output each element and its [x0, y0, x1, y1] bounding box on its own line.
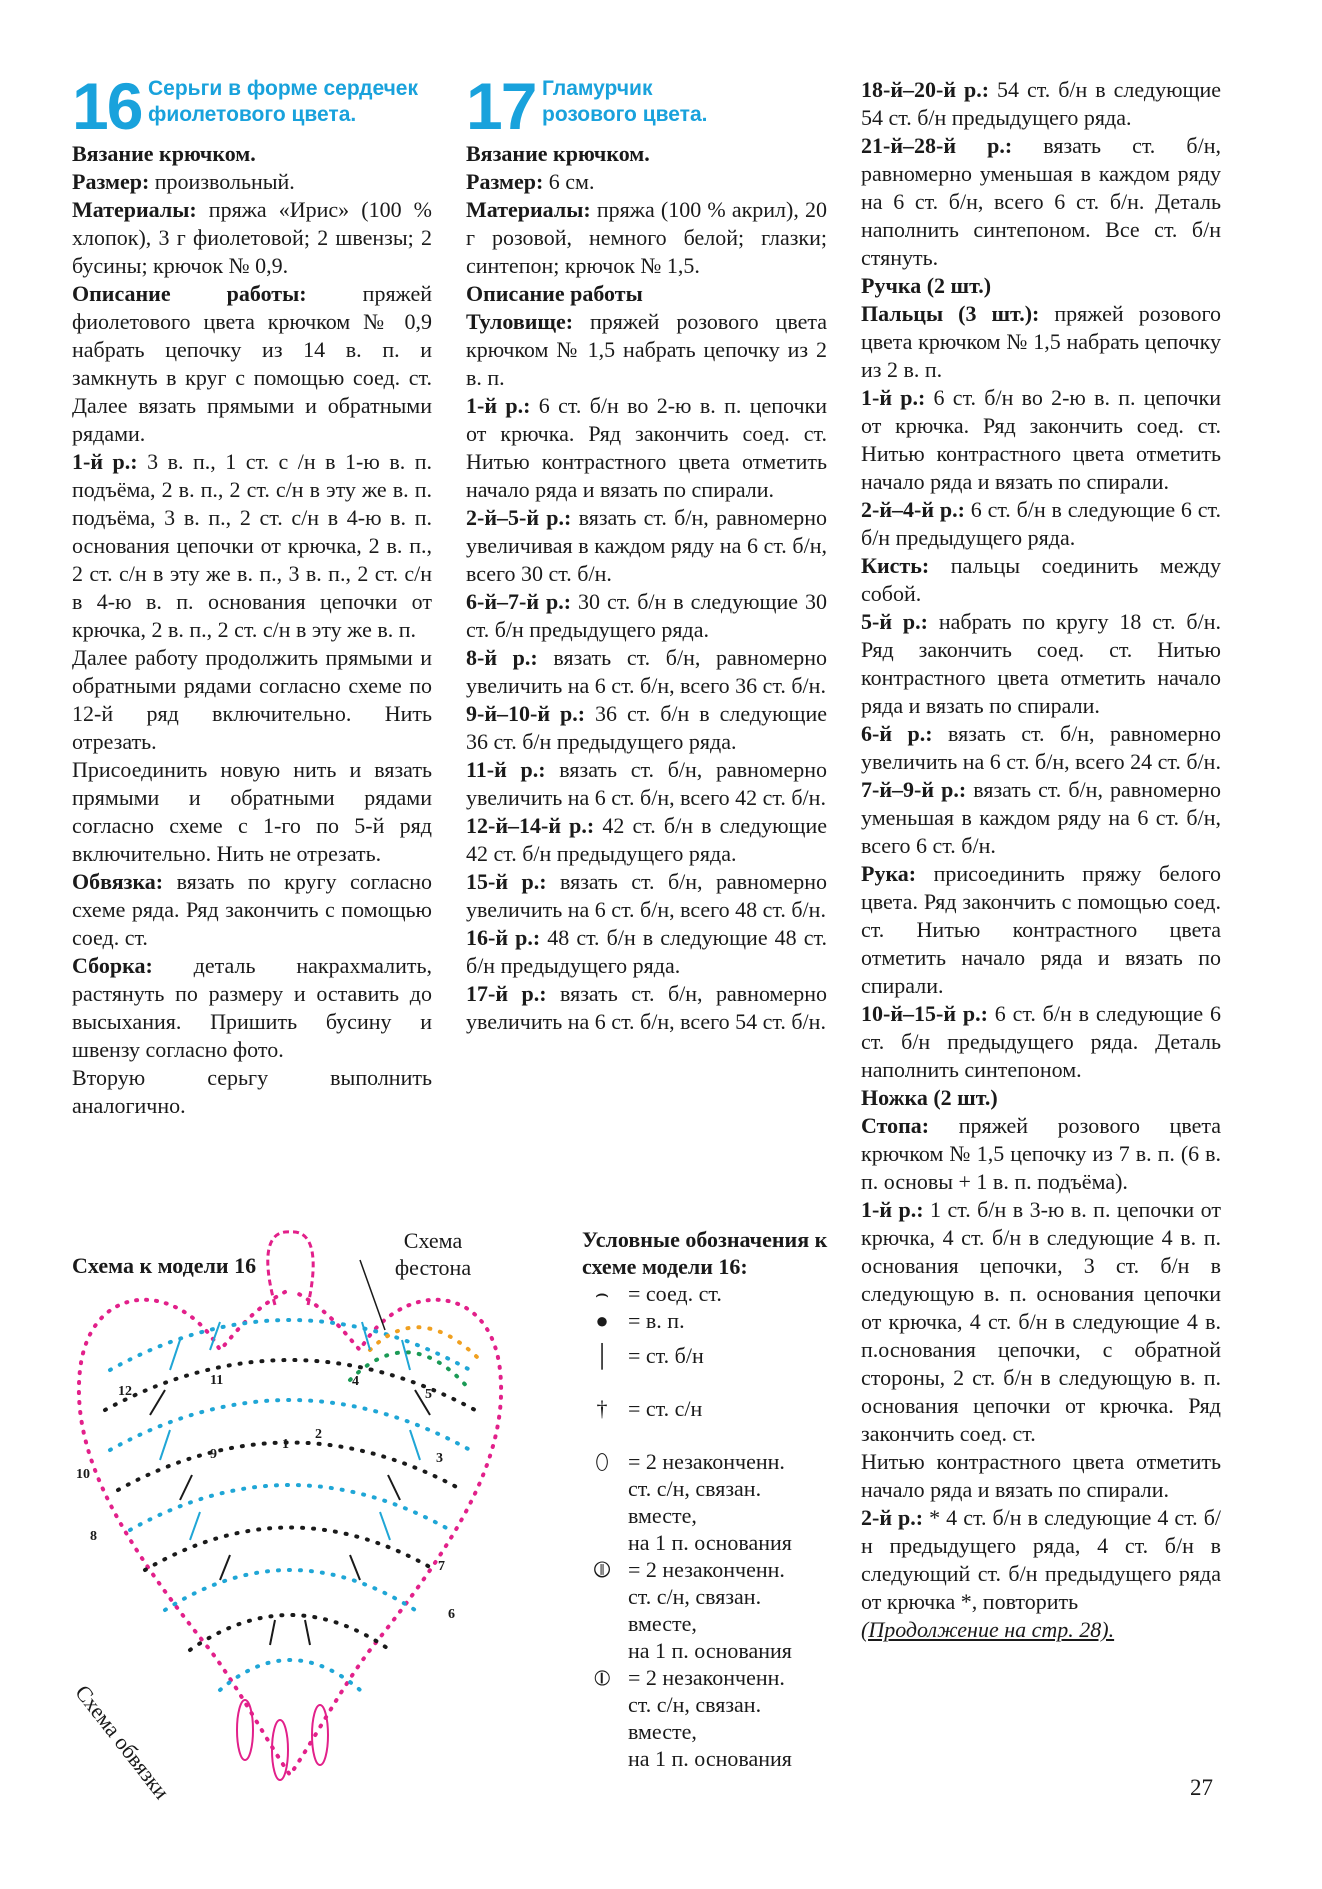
row-instruction: 1-й р.: 6 ст. б/н во 2-ю в. п. цепочки от крючка. Ряд закончить соед. ст. Нитью контрастного цвета отметить начало ряда и вязать по спирали. — [861, 385, 1221, 494]
row-arc — [110, 1320, 470, 1370]
materials: Материалы: пряжа «Ирис» (100 % хлопок), 3 г фиолетовой; 2 швензы; 2 бусины; крючок № 0,9. — [72, 197, 432, 278]
continuation-column — [861, 76, 1221, 1644]
legend — [582, 1226, 832, 1772]
leg-heading: Ножка (2 шт.) — [861, 1085, 998, 1110]
continued-link[interactable]: (Продолжение на стр. 28). — [861, 1617, 1115, 1642]
row-number: 4 — [352, 1374, 359, 1389]
row-instruction: 21-й–28-й р.: вязать ст. б/н, равномерно уменьшая в каждом ряду на 6 ст. б/н, всего 6 ст. б/н. Деталь наполнить синтепоном. Все ст. б/н стянуть. — [861, 133, 1221, 270]
row-instruction: 1-й р.: 6 ст. б/н во 2-ю в. п. цепочки от крючка. Ряд закончить соед. ст. Нитью контрастного цвета отметить начало ряда и вязать по спирали. — [466, 393, 827, 502]
row-instruction: 2-й–5-й р.: вязать ст. б/н, равномерно увеличивая в каждом ряду на 6 ст. б/н, всего 30 ст. б/н. — [466, 505, 827, 586]
row-arc — [145, 1528, 435, 1571]
edging-scheme-label: Схема обвязки — [70, 1680, 175, 1804]
row-instruction: 17-й р.: вязать ст. б/н, равномерно увеличить на 6 ст. б/н, всего 54 ст. б/н. — [466, 981, 827, 1034]
row-instruction: 6-й р.: вязать ст. б/н, равномерно увеличить на 6 ст. б/н, всего 24 ст. б/н. — [861, 721, 1221, 774]
row-instruction: 2-й–4-й р.: 6 ст. б/н в следующие 6 ст. б/н предыдущего ряда. — [861, 497, 1221, 550]
foot-instruction: Стопа: пряжей розового цвета крючком № 1,5 цепочку из 7 в. п. (6 в. п. основы + 1 в. п. подъёма). — [861, 1113, 1221, 1194]
row-arc — [105, 1360, 475, 1410]
row-instruction: 7-й–9-й р.: вязать ст. б/н, равномерно уменьшая в каждом ряду на 6 ст. б/н, всего 6 ст. б/н. — [861, 777, 1221, 858]
row-number: 12 — [118, 1384, 132, 1399]
legend-title: Условные обозначения к схеме модели 16: — [582, 1227, 828, 1279]
model-title: Гламурчик розового цвета. — [542, 77, 708, 126]
row-arc — [350, 1352, 470, 1390]
legend-item: ⦶ = 2 незаконченн. ст. с/н, связан. вместе, на 1 п. основания — [582, 1664, 832, 1772]
row-instruction: 5-й р.: набрать по кругу 18 ст. б/н. Ряд закончить соед. ст. Нитью контрастного цвета отметить начало ряда и вязать по спирали. — [861, 609, 1221, 718]
double-crochet-icon: † — [596, 1396, 608, 1421]
row-instruction: 1-й р.: 3 в. п., 1 ст. с /н в 1-ю в. п. подъёма, 2 в. п., 2 ст. с/н в эту же в. п. подъёма, 3 в. п., 2 ст. с/н в 4-ю в. п. основания цепочки от крючка, 2 в. п., 2 ст. с/н в эту же в. п., 3 в. п., 2 ст. с/н в 4-ю в. п. основания цепочки от крючка, 2 в. п., 2 ст. с/н в эту же в. п. — [72, 449, 432, 642]
chain-icon: ● — [595, 1308, 609, 1333]
paragraph: Присоединить новую нить и вязать прямыми и обратными рядами согласно схеме с 1-го по 5-й ряд включительно. Нить не отрезать. — [72, 757, 432, 866]
row-arc — [130, 1485, 450, 1530]
row-number: 7 — [438, 1559, 445, 1574]
model-number: 16 — [72, 69, 142, 143]
paragraph: Далее работу продолжить прямыми и обратными рядами согласно схеме по 12-й ряд включительно. Нить отрезать. — [72, 645, 432, 754]
model-title: Серьги в форме сердечек фиолетового цвета. — [148, 77, 418, 126]
model16-column — [72, 69, 433, 1120]
hanging-loop — [268, 1232, 313, 1305]
feston-pointer — [360, 1260, 385, 1330]
row-arc — [220, 1660, 360, 1690]
technique: Вязание крючком. — [466, 141, 650, 166]
hand-heading: Ручка (2 шт.) — [861, 273, 992, 298]
assembly: Сборка: деталь накрахмалить, растянуть по размеру и оставить до высыхания. Пришить бусину и швензу согласно фото. — [72, 953, 432, 1062]
row-instruction: 15-й р.: вязать ст. б/н, равномерно увеличить на 6 ст. б/н, всего 48 ст. б/н. — [466, 869, 827, 922]
legend-item: ● = в. п. — [582, 1307, 832, 1334]
row-list — [466, 392, 827, 1036]
model16-header — [72, 69, 432, 143]
paragraph: Вторую серьгу выполнить аналогично. — [72, 1065, 432, 1118]
slip-stitch-icon: ⌢ — [594, 1281, 610, 1306]
row-instruction: 2-й р.: * 4 ст. б/н в следующие 4 ст. б/н предыдущего ряда, 4 ст. б/н в следующий ст. б/н предыдущего ряда от крючка *, повторить — [861, 1505, 1221, 1614]
row-number: 8 — [90, 1529, 97, 1544]
body-instruction: Туловище: пряжей розового цвета крючком № 1,5 набрать цепочку из 2 в. п. — [466, 309, 827, 390]
edging-outline — [79, 1292, 501, 1775]
tassel — [272, 1720, 288, 1780]
description-heading: Описание работы — [466, 281, 643, 306]
row-list — [861, 384, 1221, 1084]
description: Описание работы: пряжей фиолетового цвета крючком № 0,9 набрать цепочку из 14 в. п. и замкнуть в круг с помощью соед. ст. Далее вязать прямыми и обратными рядами. — [72, 281, 433, 446]
tassel — [237, 1700, 253, 1760]
page-number: 27 — [1190, 1775, 1213, 1800]
cluster2-icon: ⬯ — [595, 1449, 609, 1474]
paragraph: Нитью контрастного цвета отметить начало ряда и вязать по спирали. — [861, 1449, 1221, 1502]
legend-item: ⬯ = 2 незаконченн. ст. с/н, связан. вместе, на 1 п. основания — [582, 1448, 832, 1556]
row-number: 3 — [436, 1451, 443, 1466]
legend-item: │ = ст. б/н — [582, 1342, 832, 1369]
feston-label: Схема фестона — [394, 1228, 472, 1280]
legend-item: ⦷ = 2 незаконченн. ст. с/н, связан. вместе, на 1 п. основания — [582, 1556, 832, 1664]
row-instruction: 9-й–10-й р.: 36 ст. б/н в следующие 36 ст. б/н предыдущего ряда. — [466, 701, 827, 754]
row-instruction: 1-й р.: 1 ст. б/н в 3-ю в. п. цепочки от крючка, 4 ст. б/н в следующие 4 в. п. основания цепочки, 3 ст. б/н в следующую в. п. основания цепочки от крючка, 4 ст. б/н в следующие 4 в. п.основания цепочки, с обратной стороны, 2 ст. б/н в следующую в. п. основания цепочки от крючка. Ряд закончить соед. ст. — [861, 1197, 1221, 1446]
row-instruction: 12-й–14-й р.: 42 ст. б/н в следующие 42 ст. б/н предыдущего ряда. — [466, 813, 827, 866]
single-crochet-icon: │ — [594, 1343, 610, 1368]
row-instruction: 16-й р.: 48 ст. б/н в следующие 48 ст. б/н предыдущего ряда. — [466, 925, 827, 978]
row-number: 2 — [315, 1427, 322, 1442]
row-arc — [118, 1443, 462, 1491]
row-number: 5 — [425, 1387, 432, 1402]
row-instruction: 6-й–7-й р.: 30 ст. б/н в следующие 30 ст. б/н предыдущего ряда. — [466, 589, 827, 642]
row-instruction: Кисть: пальцы соединить между собой. — [861, 553, 1221, 606]
row-instruction: 8-й р.: вязать ст. б/н, равномерно увеличить на 6 ст. б/н, всего 36 ст. б/н. — [466, 645, 827, 698]
row-arc — [190, 1615, 390, 1650]
legend-item: ⌢ = соед. ст. — [582, 1280, 832, 1307]
row-number: 10 — [76, 1467, 90, 1482]
size: Размер: 6 см. — [466, 169, 595, 194]
row-arc — [110, 1400, 470, 1450]
model-number: 17 — [466, 69, 536, 143]
heart-crochet-diagram — [70, 1230, 570, 1790]
row-arc — [165, 1570, 415, 1610]
row-number: 9 — [210, 1447, 217, 1462]
edging: Обвязка: вязать по кругу согласно схеме ряда. Ряд закончить с помощью соед. ст. — [72, 869, 432, 950]
row-instruction: 10-й–15-й р.: 6 ст. б/н в следующие 6 ст. б/н предыдущего ряда. Деталь наполнить синтепоном. — [861, 1001, 1221, 1082]
row-number: 1 — [282, 1437, 289, 1452]
fingers-instruction: Пальцы (3 шт.): пряжей розового цвета крючком № 1,5 набрать цепочку из 2 в. п. — [861, 301, 1221, 382]
legend-item: † = ст. с/н — [582, 1395, 832, 1422]
model17-header — [466, 69, 827, 143]
scheme-title: Схема к модели 16 — [72, 1253, 257, 1278]
row-instruction: Рука: присоединить пряжу белого цвета. Ряд закончить с помощью соед. ст. Нитью контрастного цвета отметить начало ряда и вязать по спирали. — [861, 861, 1221, 998]
row-instruction: 18-й–20-й р.: 54 ст. б/н в следующие 54 ст. б/н предыдущего ряда. — [861, 77, 1221, 130]
technique: Вязание крючком. — [72, 141, 256, 166]
row-list — [861, 76, 1221, 272]
row-instruction: 11-й р.: вязать ст. б/н, равномерно увеличить на 6 ст. б/н, всего 42 ст. б/н. — [466, 757, 827, 810]
model17-column — [466, 69, 827, 1036]
cluster2b-icon: ⦷ — [593, 1557, 611, 1582]
cluster2c-icon: ⦶ — [594, 1665, 610, 1690]
row-number: 6 — [448, 1607, 455, 1622]
materials: Материалы: пряжа (100 % акрил), 20 г розовой, немного белой; глазки; синтепон; крючок № 1,5. — [466, 197, 827, 278]
size: Размер: произвольный. — [72, 169, 295, 194]
row-number: 11 — [210, 1373, 224, 1388]
